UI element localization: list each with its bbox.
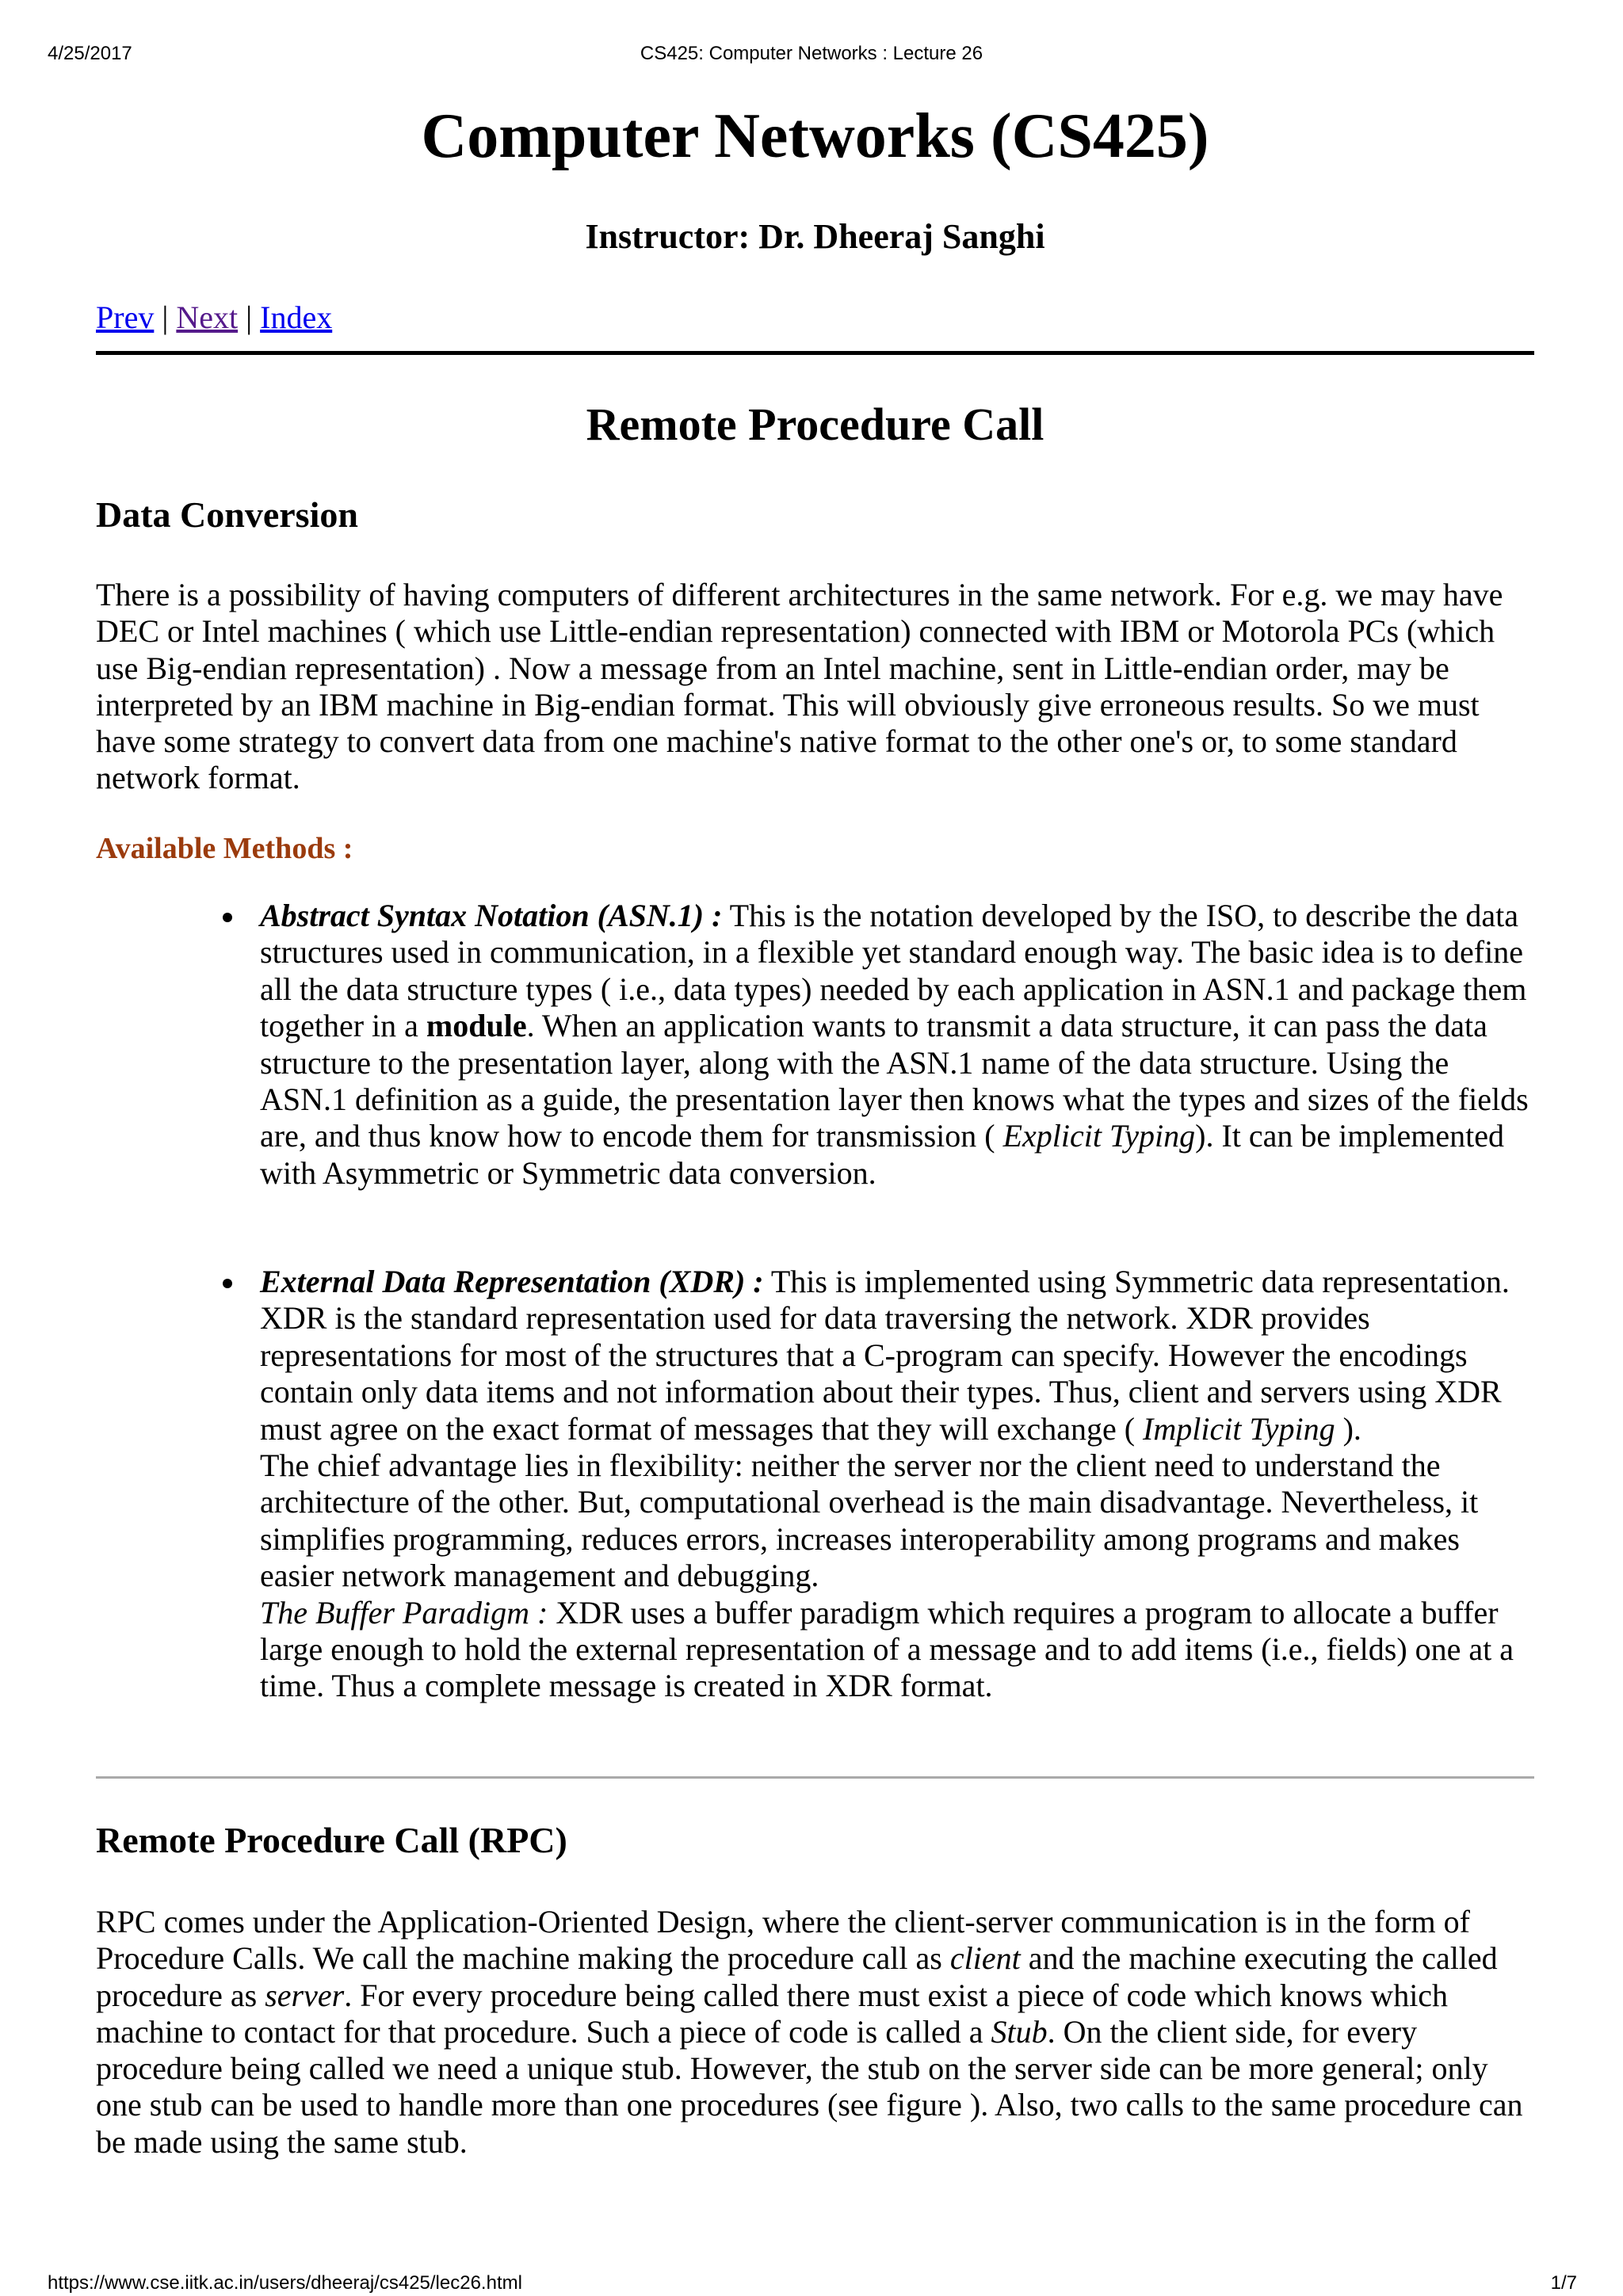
next-link[interactable]: Next: [176, 299, 239, 335]
explicit-typing-term: Explicit Typing: [1002, 1118, 1196, 1154]
module-term: module: [426, 1008, 527, 1044]
method-name: External Data Representation (XDR) :: [260, 1264, 764, 1299]
advantage-text: The chief advantage lies in flexibility: neither the server nor the client need to understand the architecture of the other. But, computational overhead is the main disadvantage. Nevertheless, it simplifies programming, reduces errors, increases interoperability among programs and makes easier network management and debugging.: [260, 1447, 1479, 1594]
header-divider: [96, 351, 1534, 355]
rpc-text: and the machine executing the called procedure as: [96, 1940, 1498, 2013]
rpc-heading: Remote Procedure Call (RPC): [96, 1820, 567, 1860]
data-conversion-paragraph: There is a possibility of having computers of different architectures in the same network. For e.g. we may have DEC or Intel machines ( which use Little-endian representation) connected with IBM or Motorola PCs (which use Big-endian representation) . Now a message from an Intel machine, sent in Little-endian order, may be interpreted by an IBM machine in Big-endian format. This will obviously give erroneous results. So we must have some strategy to convert data from one machine's native format to the other one's or, to some standard network format.: [96, 577, 1503, 796]
print-footer-page: 1/7: [1550, 2272, 1577, 2294]
rpc-text: . For every procedure being called there must exist a piece of code which knows which machine to contact for that procedure. Such a piece of code is called a: [96, 1977, 1449, 2050]
server-term: server: [265, 1977, 345, 2013]
method-text: ).: [1335, 1410, 1361, 1447]
method-text: This is the notation developed by the ISO, to describe the data structures used in communication, in a flexible yet standard enough way. The basic idea is to define all the data structure types ( i.e., data types) needed by each application in ASN.1 and package them together in a: [260, 898, 1527, 1044]
instructor-name: Instructor: Dr. Dheeraj Sanghi: [585, 217, 1045, 256]
rpc-paragraph: [96, 1904, 1534, 2161]
list-item: [260, 898, 1540, 1192]
bullet-icon: [223, 1279, 232, 1288]
client-term: client: [949, 1940, 1021, 1977]
index-link[interactable]: Index: [260, 299, 333, 335]
print-header-date: 4/25/2017: [48, 43, 132, 64]
section-divider: [96, 1776, 1534, 1779]
prev-link[interactable]: Prev: [96, 299, 155, 335]
rpc-text: . On the client side, for every procedure being called we need a unique stub. However, the stub on the server side can be more general; only one stub can be used to handle more than one procedures (see figure ). Also, two calls to the same procedure can be made using the same stub.: [96, 2013, 1523, 2160]
implicit-typing-term: Implicit Typing: [1143, 1410, 1335, 1447]
buffer-paradigm-label: The Buffer Paradigm :: [260, 1594, 548, 1630]
method-text: . When an application wants to transmit a data structure, it can pass the data structure to the presentation layer, along with the ASN.1 name of the data structure. Using the ASN.1 definition as a guide, the presentation layer then knows what the types and sizes of the fields are, and thus know how to encode them for transmission (: [260, 1008, 1529, 1154]
data-conversion-heading: Data Conversion: [96, 494, 358, 535]
print-header-title: CS425: Computer Networks : Lecture 26: [640, 43, 983, 64]
print-footer-url: https://www.cse.iitk.ac.in/users/dheeraj/cs425/lec26.html: [48, 2272, 522, 2294]
available-methods-label: Available Methods :: [96, 832, 353, 865]
method-name: Abstract Syntax Notation (ASN.1) :: [260, 898, 723, 933]
list-item: [260, 1264, 1540, 1705]
section-title: Remote Procedure Call: [586, 399, 1044, 450]
nav-separator: |: [246, 299, 253, 335]
nav-separator: |: [162, 299, 169, 335]
method-text: ). It can be implemented with Asymmetric or Symmetric data conversion.: [260, 1118, 1504, 1191]
buffer-paradigm-text: XDR uses a buffer paradigm which requires a program to allocate a buffer large enough to hold the external representation of a message and to add items (i.e., fields) one at a time. Thus a complete message is created in XDR format.: [260, 1594, 1514, 1704]
course-title: Computer Networks (CS425): [421, 101, 1209, 171]
stub-term: Stub: [991, 2013, 1048, 2050]
method-text: This is implemented using Symmetric data representation. XDR is the standard representation used for data traversing the network. XDR provides representations for most of the structures that a C-program can specify. However the encodings contain only data items and not information about their types. Thus, client and servers using XDR must agree on the exact format of messages that they will exchange (: [260, 1264, 1510, 1447]
rpc-text: RPC comes under the Application-Oriented Design, where the client-server communication is in the form of Procedure Calls. We call the machine making the procedure call as: [96, 1904, 1470, 1977]
lecture-navigation: [96, 295, 332, 341]
bullet-icon: [223, 913, 232, 922]
